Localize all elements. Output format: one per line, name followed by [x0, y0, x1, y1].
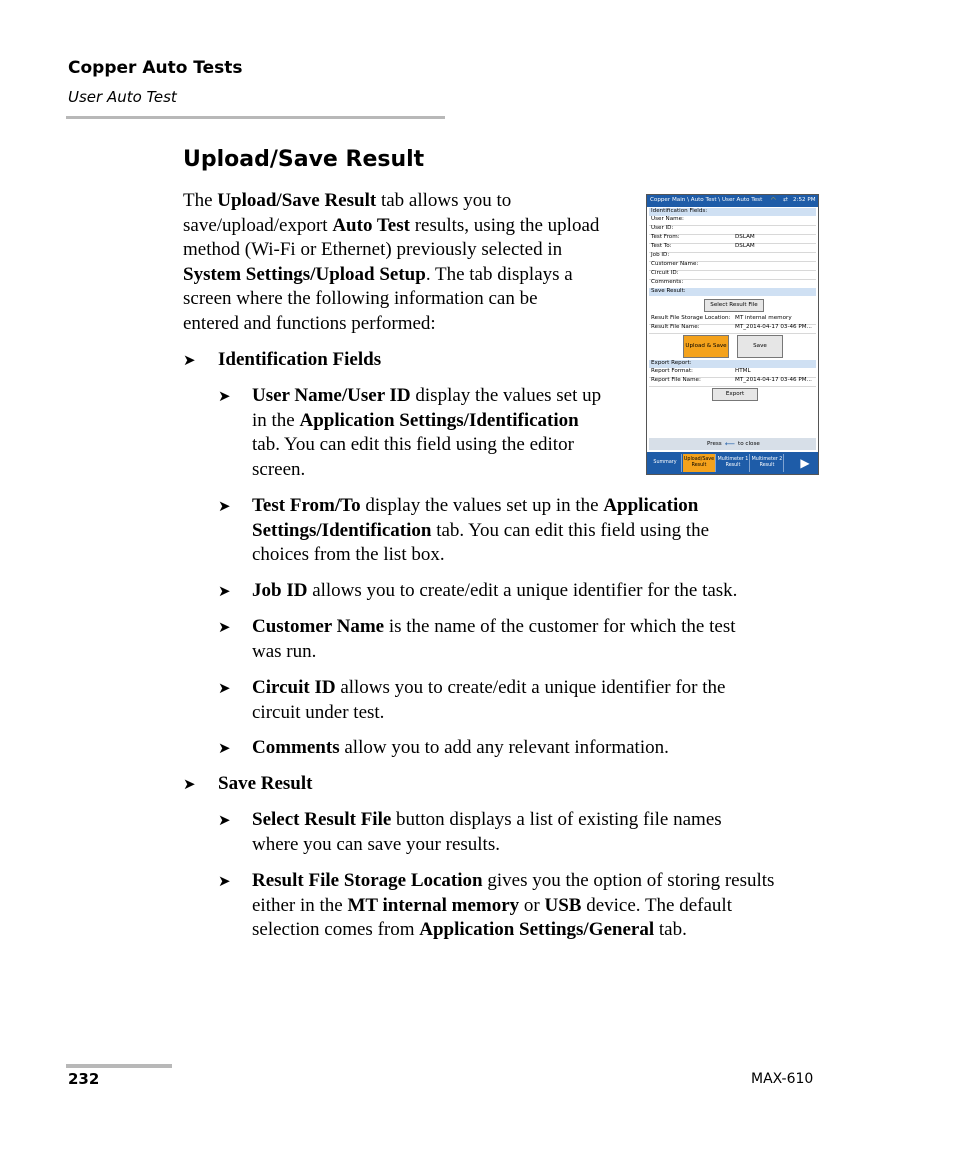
battery-icon: ⇄: [783, 197, 788, 203]
item-customer-line-2: was run.: [252, 640, 317, 662]
back-arrow-icon: ⟵: [725, 440, 736, 448]
bullet-arrow-icon: ➤: [218, 582, 231, 600]
intro-line-4: System Settings/Upload Setup. The tab displays a: [183, 263, 573, 285]
device-clock: 2:52 PM: [793, 197, 816, 203]
item-location-line-1: Result File Storage Location gives you the option of storing results: [252, 870, 775, 891]
device-field-report-format[interactable]: Report Format: HTML: [649, 368, 816, 378]
tab-multimeter-1-result[interactable]: Multimeter 1 Result: [717, 454, 750, 472]
device-title-bar: [647, 195, 818, 207]
device-section-export-report: Export Report:: [649, 360, 816, 368]
item-circuit-line-2: circuit under test.: [252, 701, 385, 723]
item-user-line-3: tab. You can edit this field using the editor: [252, 434, 574, 456]
intro-line-6: entered and functions performed:: [183, 313, 436, 334]
item-test-line-2: Settings/Identification tab. You can edit this field using the: [252, 519, 710, 541]
item-user-line-2: in the Application Settings/Identification: [252, 409, 579, 431]
device-breadcrumb: Copper Main \ Auto Test \ User Auto Test: [650, 197, 763, 203]
device-field-storage-location[interactable]: Result File Storage Location: MT internal memory: [649, 315, 816, 325]
item-circuit-line-1: Circuit ID allows you to create/edit a unique identifier for the: [252, 677, 726, 698]
item-customer-line-1: Customer Name is the name of the customer for which the test: [252, 616, 736, 637]
bullet-arrow-icon: ➤: [218, 739, 231, 757]
footer-rule: [66, 1064, 172, 1068]
running-header-title: Copper Auto Tests: [68, 58, 243, 78]
device-field-test-to[interactable]: Test To: DSLAM: [649, 243, 816, 253]
item-test-line-3: choices from the list box.: [252, 544, 445, 566]
device-close-hint: Press ⟵ to close: [649, 438, 816, 450]
bullet-arrow-icon: ➤: [183, 351, 196, 369]
intro-line-5: screen where the following information can be: [183, 288, 538, 310]
device-field-job-id[interactable]: Job ID:: [649, 252, 816, 262]
tab-multimeter-2-result[interactable]: Multimeter 2 Result: [751, 454, 784, 472]
select-result-file-button[interactable]: Select Result File: [704, 299, 764, 312]
running-header-subtitle: User Auto Test: [68, 88, 177, 106]
device-field-test-from[interactable]: Test From: DSLAM: [649, 234, 816, 244]
bullet-arrow-icon: ➤: [218, 872, 231, 890]
item-select-line-1: Select Result File button displays a list of existing file names: [252, 809, 722, 830]
device-tab-bar: [647, 452, 818, 474]
header-rule: [66, 116, 445, 119]
chevron-right-icon[interactable]: ▶: [800, 456, 810, 470]
device-field-report-file-name[interactable]: Report File Name: MT_2014-04-17 03-46 PM...: [649, 377, 816, 387]
intro-line-2: save/upload/export Auto Test results, using the upload: [183, 214, 600, 236]
item-test-line-1: Test From/To display the values set up in the Application: [252, 495, 699, 516]
bullet-arrow-icon: ➤: [218, 387, 231, 405]
intro-line-3: method (Wi-Fi or Ethernet) previously selected in: [183, 239, 563, 261]
item-save-result: Save Result: [218, 773, 313, 794]
bullet-arrow-icon: ➤: [218, 618, 231, 636]
device-field-result-file-name[interactable]: Result File Name: MT_2014-04-17 03-46 PM...: [649, 324, 816, 334]
item-user-line-1: User Name/User ID display the values set up: [252, 385, 602, 406]
item-location-line-2: either in the MT internal memory or USB device. The default: [252, 894, 732, 916]
device-field-customer-name[interactable]: Customer Name:: [649, 261, 816, 271]
bullet-arrow-icon: ➤: [183, 775, 196, 793]
item-select-line-2: where you can save your results.: [252, 833, 500, 855]
device-screenshot: [646, 194, 819, 475]
intro-line-1: The Upload/Save Result tab allows you to: [183, 190, 512, 211]
save-button[interactable]: Save: [737, 335, 783, 358]
device-section-save-result: Save Result:: [649, 288, 816, 296]
item-job-id: Job ID allows you to create/edit a unique identifier for the task.: [252, 580, 738, 601]
item-comments: Comments allow you to add any relevant information.: [252, 737, 669, 758]
bullet-arrow-icon: ➤: [218, 679, 231, 697]
device-field-user-id[interactable]: User ID:: [649, 225, 816, 235]
item-identification-fields: Identification Fields: [218, 349, 382, 370]
device-field-comments[interactable]: Comments:: [649, 279, 816, 289]
device-field-circuit-id[interactable]: Circuit ID:: [649, 270, 816, 280]
bullet-arrow-icon: ➤: [218, 497, 231, 515]
tab-summary[interactable]: Summary: [649, 454, 682, 472]
tab-upload-save-result[interactable]: Upload/Save Result: [683, 454, 716, 472]
section-title: Upload/Save Result: [183, 147, 425, 172]
device-field-user-name[interactable]: User Name:: [649, 216, 816, 226]
item-user-line-4: screen.: [252, 458, 306, 480]
product-name: MAX-610: [751, 1071, 814, 1087]
device-section-identification: Identification Fields:: [649, 208, 816, 216]
upload-and-save-button[interactable]: Upload & Save: [683, 335, 729, 358]
page-number: 232: [68, 1070, 100, 1088]
item-location-line-3: selection comes from Application Settings/General tab.: [252, 919, 687, 941]
export-button[interactable]: Export: [712, 388, 758, 401]
bullet-arrow-icon: ➤: [218, 811, 231, 829]
wifi-icon: ◠: [771, 197, 776, 203]
